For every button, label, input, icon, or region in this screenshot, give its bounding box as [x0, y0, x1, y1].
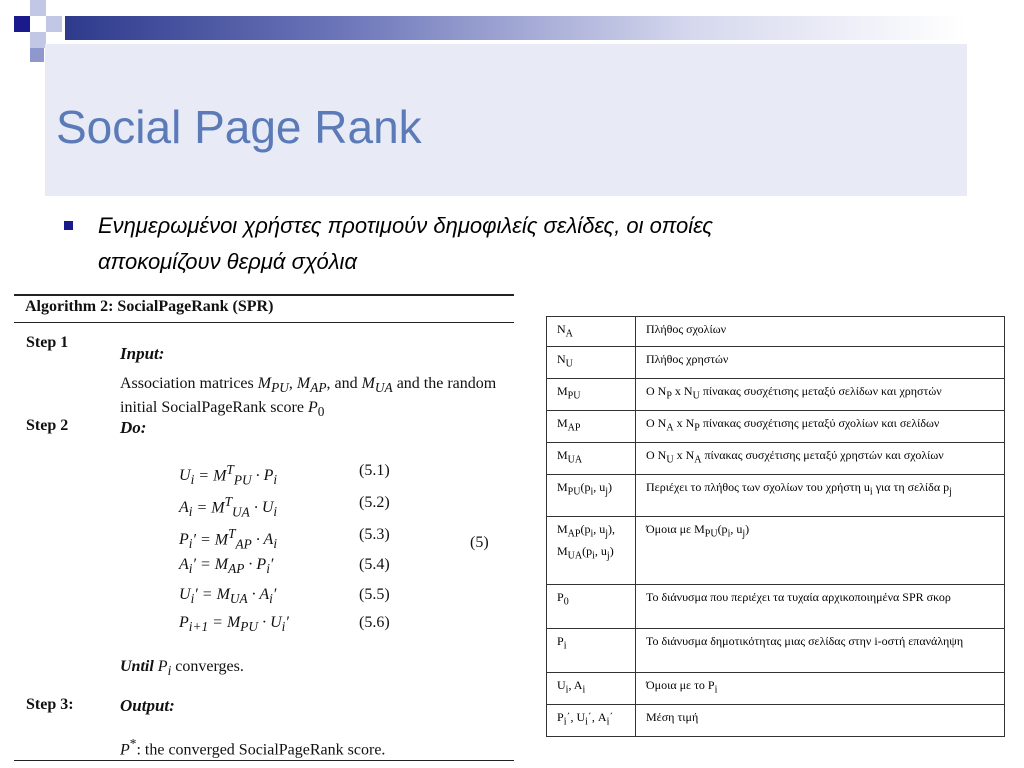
- symbol-cell: $M_{PU}(p_i$, $u_j$): [547, 475, 636, 517]
- symbol-cell: $P_i$: [547, 629, 636, 673]
- algorithm-box: [14, 294, 514, 764]
- symbol-cell: $P_i΄$, $U_i΄$, $A_i΄$: [547, 705, 636, 737]
- equation-group-number: (5): [470, 534, 489, 551]
- algorithm-top-rule: [14, 294, 514, 296]
- symbol-cell: $P_0$: [547, 585, 636, 629]
- table-row: [547, 317, 1005, 347]
- meaning-cell: Όμοια με $M_{PU}(p_i$, $u_j$): [636, 517, 1005, 585]
- algorithm-header-rule: [14, 322, 514, 323]
- equation-5-5: $U_i' = M_{UA} \cdot A_i'$: [179, 586, 277, 607]
- meaning-cell: Περιέχει το πλήθος των σχολίων του χρήστη $u_i$ για τη σελίδα $p_j$: [636, 475, 1005, 517]
- bullet-square-icon: [64, 221, 73, 230]
- header-gradient-bar: [65, 16, 965, 40]
- table-row: [547, 585, 1005, 629]
- meaning-cell: Το διάνυσμα δημοτικότητας μιας σελίδας στην i-οστή επανάληψη: [636, 629, 1005, 673]
- corner-square-mid: [30, 48, 44, 62]
- output-label: Output:: [120, 696, 175, 715]
- equation-number: (5.5): [359, 586, 390, 603]
- table-row: [547, 705, 1005, 737]
- bullet-text: [98, 208, 858, 280]
- algorithm-bottom-rule: [14, 760, 514, 761]
- corner-square-light: [30, 32, 46, 48]
- symbol-cell: $N_A$: [547, 317, 636, 347]
- meaning-cell: O $N_P$ x $N_U$ πίνακας συσχέτισης μεταξύ σελίδων και χρηστών: [636, 379, 1005, 411]
- step-1-label: Step 1: [26, 334, 69, 351]
- do-label: Do:: [120, 418, 147, 437]
- table-row: [547, 517, 1005, 585]
- meaning-cell: Όμοια με το $P_i$: [636, 673, 1005, 705]
- step-2-label: Step 2: [26, 417, 69, 434]
- table-row: [547, 629, 1005, 673]
- equation-number: (5.4): [359, 556, 390, 573]
- corner-square-light: [46, 16, 62, 32]
- symbol-cell: $M_{AP}(p_i$, $u_j$), $M_{UA}(p_i$, $u_j$): [547, 517, 636, 585]
- equation-5-6: $P_{i+1} = M_{PU} \cdot U_i'$: [179, 614, 289, 635]
- equation-number: (5.6): [359, 614, 390, 631]
- equation-5-1: $U_i = M^T_{PU} \cdot P_i$: [179, 462, 278, 488]
- symbol-cell: $U_i$, $A_i$: [547, 673, 636, 705]
- symbol-cell: $M_{PU}$: [547, 379, 636, 411]
- bullet-line-1: Ενημερωμένοι χρήστες προτιμούν δημοφιλείς σελίδες, οι οποίες: [98, 213, 713, 238]
- algorithm-heading: Algorithm 2: SocialPageRank (SPR): [25, 298, 274, 315]
- symbol-cell: $M_{UA}$: [547, 443, 636, 475]
- meaning-cell: Πλήθος χρηστών: [636, 347, 1005, 379]
- table-row: [547, 475, 1005, 517]
- equation-number: (5.3): [359, 526, 390, 543]
- meaning-cell: O $N_A$ x $N_P$ πίνακας συσχέτισης μεταξύ σχολίων και σελίδων: [636, 411, 1005, 443]
- symbol-cell: $M_{AP}$: [547, 411, 636, 443]
- table-row: [547, 379, 1005, 411]
- table-row: [547, 673, 1005, 705]
- meaning-cell: Πλήθος σχολίων: [636, 317, 1005, 347]
- equation-5-3: $P_i' = M^T_{AP} \cdot A_i$: [179, 526, 278, 552]
- table-row: [547, 443, 1005, 475]
- equation-5-2: $A_i = M^T_{UA} \cdot U_i$: [179, 494, 278, 520]
- equation-5-4: $A_i' = M_{AP} \cdot P_i'$: [179, 556, 274, 577]
- symbol-cell: $N_U$: [547, 347, 636, 379]
- meaning-cell: Μέση τιμή: [636, 705, 1005, 737]
- equation-number: (5.2): [359, 494, 390, 511]
- slide-title: Social Page Rank: [56, 101, 422, 153]
- table-row: [547, 411, 1005, 443]
- until-line: Until $P_i$ converges.: [120, 658, 244, 679]
- definitions-table: [546, 316, 1005, 737]
- meaning-cell: Το διάνυσμα που περιέχει τα τυχαία αρχικοποιημένα SPR σκορ: [636, 585, 1005, 629]
- meaning-cell: O $N_U$ x $N_A$ πίνακας συσχέτισης μεταξύ χρηστών και σχολίων: [636, 443, 1005, 475]
- output-text: P*: the converged SocialPageRank score.: [120, 736, 386, 759]
- bullet-line-2: αποκομίζουν θερμά σχόλια: [98, 249, 357, 274]
- corner-square-dark: [14, 16, 30, 32]
- input-text: Association matrices $M_{PU}$, $M_{AP}$, and $M_{UA}$ and the random initial SocialPageRank score $P_0$: [120, 375, 497, 420]
- table-row: [547, 347, 1005, 379]
- step-3-label: Step 3:: [26, 696, 74, 713]
- corner-square-light: [30, 0, 46, 16]
- input-label: Input:: [120, 344, 165, 363]
- equation-number: (5.1): [359, 462, 390, 479]
